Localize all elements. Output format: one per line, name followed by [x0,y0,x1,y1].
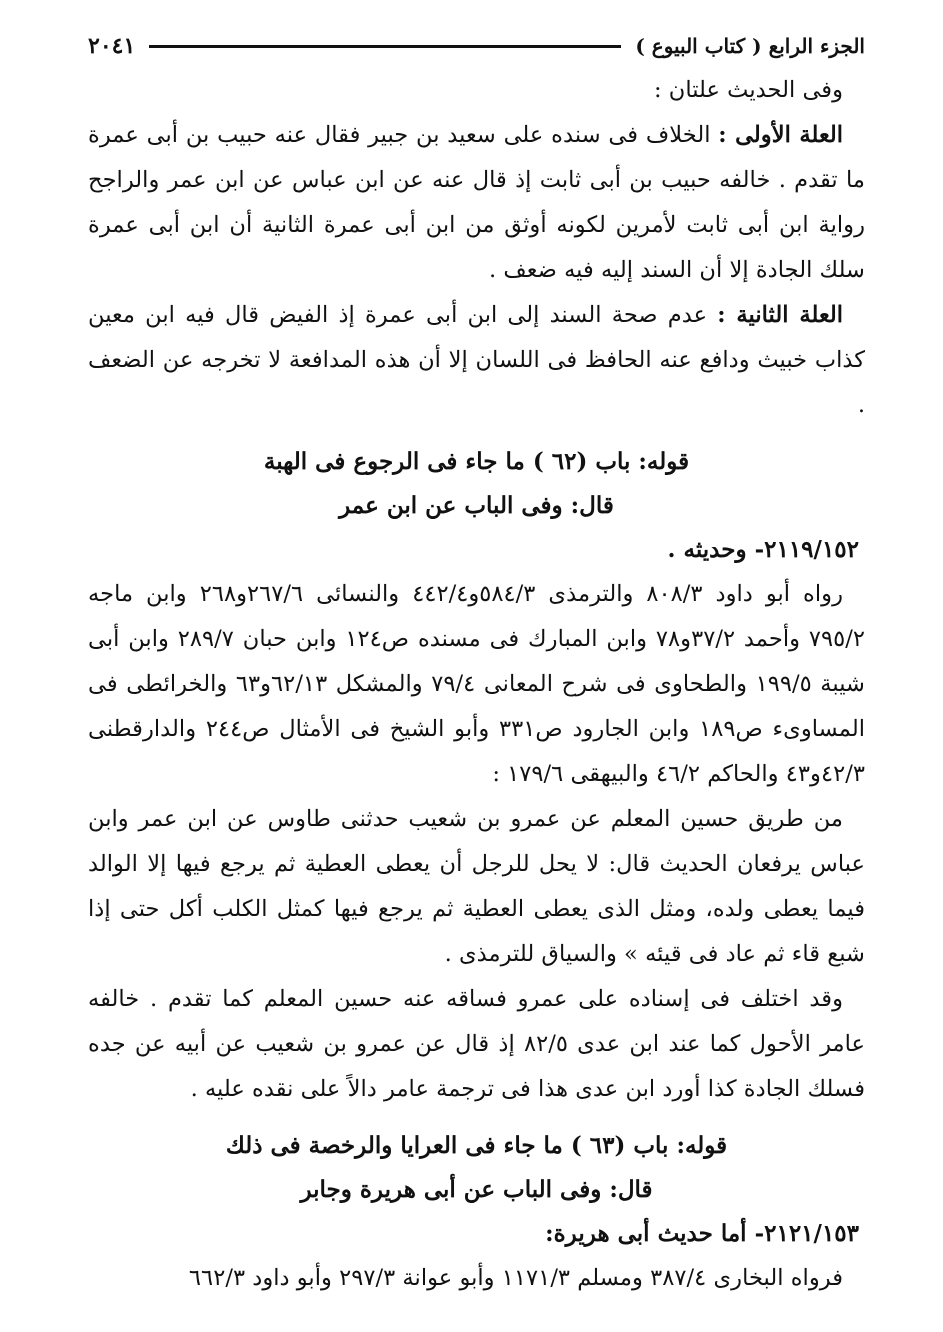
ikhtilaf-paragraph: وقد اختلف فى إسناده على عمرو فساقه عنه حسين المعلم كما تقدم . خالفه عامر الأحول كما عند ابن عدى ٨٢/٥ إذ قال عن عمرو بن شعيب عن أبيه عن جده فسلك الجادة كذا أورد ابن عدى هذا فى ترجمة عامر دالاً على نقده عليه . [88,986,865,1102]
last-paragraph: فرواه البخارى ٣٨٧/٤ ومسلم ١١٧١/٣ وأبو عوانة ٢٩٧/٣ وأبو داود ٦٦٢/٣ [188,1265,843,1291]
illa-1-text: الخلاف فى سنده على سعيد بن جبير فقال عنه حبيب بن أبى عمرة ما تقدم . خالفه حبيب بن أبى ثابت إذ قال عنه عن ابن عباس عن ابن عمر والراجح رواية ابن أبى ثابت لأمرين لكونه أوثق من ابن أبى عمرة الثانية أن ابن أبى عمرة سلك الجادة إلا أن السند إليه فيه ضعف . [88,122,865,283]
running-header [88,28,865,64]
spacer [88,1112,865,1124]
hadith-153-heading: ٢١٢١/١٥٣- أما حديث أبى هريرة: [545,1220,859,1247]
illa-2-text: عدم صحة السند إلى ابن أبى عمرة إذ الفيض قال فيه ابن معين كذاب خبيث ودافع عنه الحافظ فى اللسان إلا أن هذه المدافعة لا تخرجه عن الضعف . [88,302,865,418]
intro-line: وفى الحديث علتان : [653,77,843,103]
book-page [88,28,865,1312]
header-rule [149,45,621,48]
chapter-63-subtitle: قال: وفى الباب عن أبى هريرة وجابر [300,1176,653,1203]
spacer [88,428,865,440]
illa-1-paragraph [88,113,865,293]
running-title: الجزء الرابع ( كتاب البيوع ) [635,34,865,58]
chapter-63-title: قوله: باب (٦٣ ) ما جاء فى العرايا والرخصة فى ذلك [225,1132,728,1159]
tariq-paragraph: من طريق حسين المعلم عن عمرو بن شعيب حدثنى طاوس عن ابن عمر وابن عباس يرفعان الحديث قال: لا يحل للرجل أن يعطى العطية ثم يرجع فيها إلا الوالد فيما يعطى ولده، ومثل الذى يعطى العطية ثم يرجع فيها كمثل الكلب أكل حتى إذا شبع قاء ثم عاد فى قيئه » والسياق للترمذى . [88,806,865,967]
riwayah-paragraph: رواه أبو داود ٨٠٨/٣ والترمذى ٥٨٤/٣و٤٤٢/٤ والنسائى ٢٦٧/٦و٢٦٨ وابن ماجه ٧٩٥/٢ وأحمد ٣٧/٢و٧٨ وابن المبارك فى مسنده ص١٢٤ وابن حبان ٢٨٩/٧ وابن أبى شيبة ١٩٩/٥ والطحاوى فى شرح المعانى ٧٩/٤ والمشكل ٦٢/١٣و٦٣ والخرائطى فى المساوىء ص١٨٩ وابن الجارود ص٣٣١ وأبو الشيخ فى الأمثال ص٢٤٤ والدارقطنى ٤٢/٣و٤٣ والحاكم ٤٦/٢ والبيهقى ١٧٩/٦ : [88,581,866,787]
illa-1-label: العلة الأولى : [718,122,844,148]
page-number: ٢٠٤١ [88,33,136,59]
illa-2-paragraph [88,293,865,428]
illa-2-label: العلة الثانية : [717,302,844,328]
hadith-152-heading: ٢١١٩/١٥٢- وحديثه . [667,536,859,563]
chapter-62-title: قوله: باب (٦٢ ) ما جاء فى الرجوع فى الهبة [263,448,690,475]
chapter-62-subtitle: قال: وفى الباب عن ابن عمر [339,492,614,519]
